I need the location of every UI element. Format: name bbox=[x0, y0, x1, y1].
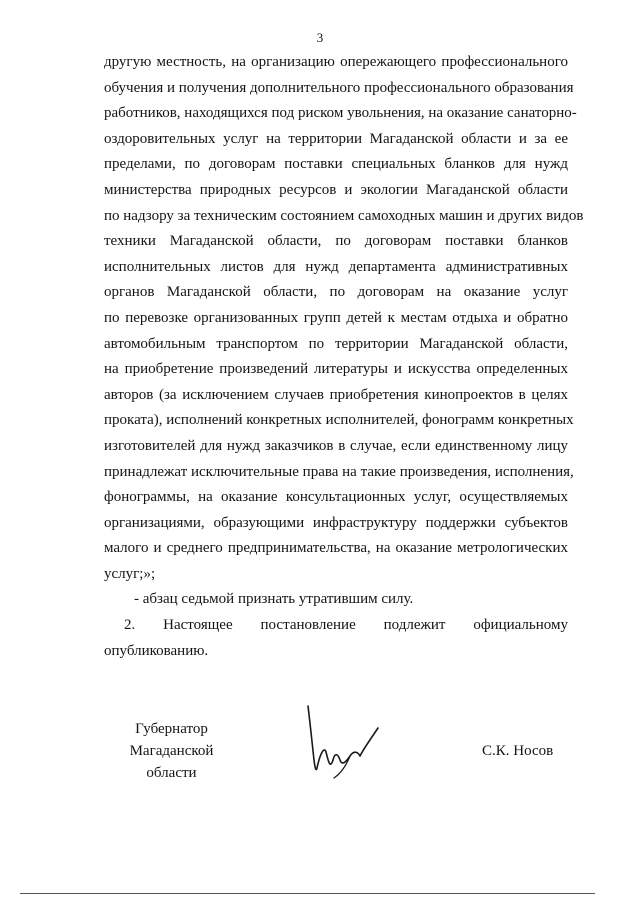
text-line: на приобретение произведений литературы и искусства определенных bbox=[104, 361, 568, 378]
document-body bbox=[104, 50, 584, 664]
text-line: организациями, образующими инфраструктуру поддержки субъектов bbox=[104, 514, 568, 531]
text-line: автомобильным транспортом по территории Магаданской области, bbox=[104, 335, 568, 352]
page-number: 3 bbox=[316, 30, 324, 45]
text-line: по надзору за техническим состоянием самоходных машин и других видов bbox=[104, 207, 584, 224]
governor-title: Губернатор bbox=[135, 721, 208, 737]
handwritten-signature bbox=[300, 702, 390, 782]
governor-region: Магаданской области bbox=[129, 743, 214, 781]
text-line: опубликованию. bbox=[104, 642, 209, 659]
text-line: другую местность, на организацию опережающего профессионального bbox=[104, 54, 568, 70]
text-line: техники Магаданской области, по договорам поставки бланков bbox=[104, 233, 568, 250]
text-line: исполнительных листов для нужд департамента административных bbox=[104, 258, 568, 275]
text-line: обучения и получения дополнительного профессионального образования bbox=[104, 79, 574, 96]
text-line: изготовителей для нужд заказчиков в случае, если единственному лицу bbox=[104, 437, 568, 454]
text-line: принадлежат исключительные права на такие произведения, исполнения, bbox=[104, 463, 574, 480]
text-line: пределами, по договорам поставки специальных бланков для нужд bbox=[104, 156, 568, 173]
page-bottom-rule bbox=[20, 893, 595, 894]
text-line: фонограммы, на оказание консультационных услуг, осуществляемых bbox=[104, 489, 568, 506]
text-line: министерства природных ресурсов и экологии Магаданской области bbox=[104, 181, 568, 198]
text-line: малого и среднего предпринимательства, на оказание метрологических bbox=[104, 540, 568, 557]
text-line: органов Магаданской области, по договорам на оказание услуг bbox=[104, 284, 568, 301]
text-line: оздоровительных услуг на территории Магаданской области и за ее bbox=[104, 130, 568, 147]
governor-name: С.К. Носов bbox=[482, 743, 554, 759]
text-line: - абзац седьмой признать утратившим силу. bbox=[134, 591, 414, 608]
text-line: авторов (за исключением случаев приобретения кинопроектов в целях bbox=[104, 386, 568, 403]
text-line: проката), исполнений конкретных исполнителей, фонограмм конкретных bbox=[104, 412, 574, 429]
text-line: 2. Настоящее постановление подлежит официальному bbox=[124, 617, 568, 634]
text-line: услуг;»; bbox=[104, 565, 156, 582]
text-line: работников, находящихся под риском увольнения, на оказание санаторно- bbox=[104, 105, 577, 122]
text-line: по перевозке организованных групп детей к местам отдыха и обратно bbox=[104, 309, 568, 326]
signature-block bbox=[0, 718, 640, 788]
